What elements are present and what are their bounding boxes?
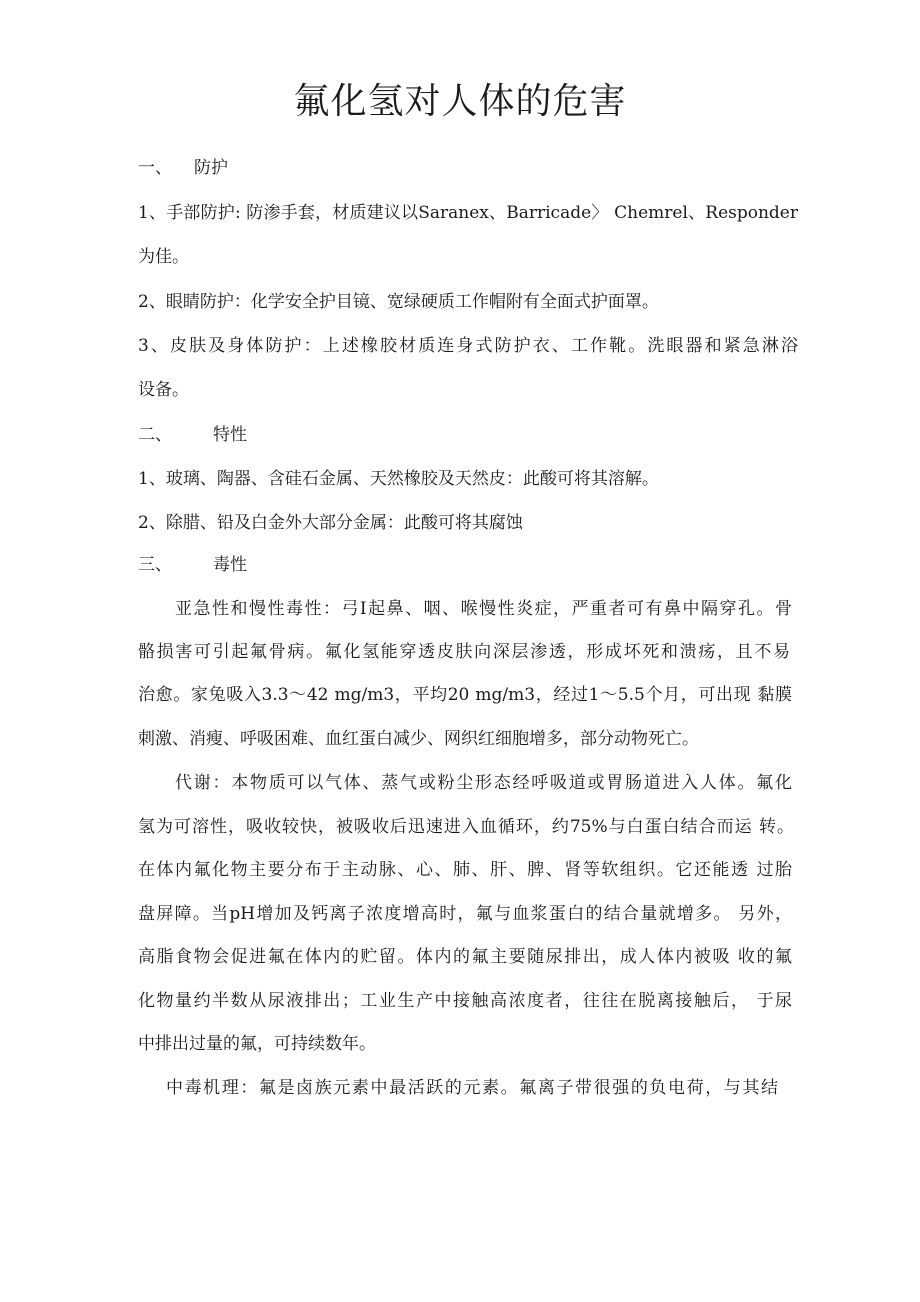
hand-protection-line-2: 为佳。 bbox=[138, 247, 189, 267]
toxicity-paragraph-line: 治愈。家兔吸入3.3〜42 mg/m3，平均20 mg/m3，经过1〜5.5个月，可出现 黏膜 bbox=[138, 685, 792, 705]
property-glass-line: 1、玻璃、陶器、含硅石金属、天然橡胶及天然皮：此酸可将其溶解。 bbox=[138, 469, 659, 489]
section-label: 毒性 bbox=[213, 555, 247, 575]
mechanism-paragraph-line: 中毒机理：氟是卤族元素中最活跃的元素。氟离子带很强的负电荷，与其结 bbox=[166, 1078, 778, 1098]
toxicity-paragraph-line: 亚急性和慢性毒性：弓I起鼻、咽、喉慢性炎症，严重者可有鼻中隔穿孔。骨 bbox=[175, 599, 792, 619]
metabolism-paragraph-line: 在体内氟化物主要分布于主动脉、心、肺、肝、脾、肾等软组织。它还能透 过胎 bbox=[138, 860, 792, 880]
skin-protection-line-1: 3、皮肤及身体防护：上述橡胶材质连身式防护衣、工作靴。洗眼器和紧急淋浴 bbox=[138, 336, 798, 356]
section-number: 二、 bbox=[138, 425, 172, 445]
metabolism-paragraph-line: 高脂食物会促进氟在体内的贮留。体内的氟主要随尿排出，成人体内被吸 收的氟 bbox=[138, 947, 792, 967]
metabolism-paragraph-line: 代谢：本物质可以气体、蒸气或粉尘形态经呼吸道或胃肠道进入人体。氟化 bbox=[175, 773, 792, 793]
property-metal-line: 2、除腊、铅及白金外大部分金属：此酸可将其腐蚀 bbox=[138, 513, 523, 533]
metabolism-paragraph-line: 盘屏障。当pH增加及钙离子浓度增高时，氟与血浆蛋白的结合量就增多。 另外， bbox=[138, 904, 792, 924]
section-label: 特性 bbox=[213, 425, 247, 445]
toxicity-paragraph-line: 骼损害可引起氟骨病。氟化氢能穿透皮肤向深层渗透，形成坏死和溃疡，且不易 bbox=[138, 642, 790, 662]
section-heading-toxicity bbox=[138, 553, 798, 577]
section-heading-protection bbox=[138, 156, 798, 180]
metabolism-paragraph-line: 中排出过量的氟，可持续数年。 bbox=[138, 1034, 376, 1054]
hand-protection-line-1: 1、手部防护: 防渗手套，材质建议以Saranex、Barricade〉 Chemrel、Responder bbox=[138, 203, 798, 223]
section-heading-properties bbox=[138, 423, 798, 447]
metabolism-paragraph-line: 氢为可溶性，吸收较快，被吸收后迅速进入血循环，约75%与白蛋白结合而运 转。 bbox=[138, 817, 794, 837]
eye-protection-line: 2、眼睛防护：化学安全护目镜、宽绿硬质工作帽附有全面式护面罩。 bbox=[138, 292, 659, 312]
page-title: 氟化氢对人体的危害 bbox=[293, 81, 627, 122]
section-label: 防护 bbox=[194, 158, 228, 178]
skin-protection-line-2: 设备。 bbox=[138, 380, 189, 400]
section-number: 三、 bbox=[138, 555, 172, 575]
toxicity-paragraph-line: 刺激、消瘦、呼吸困难、血红蛋白减少、网织红细胞增多，部分动物死亡。 bbox=[138, 729, 699, 749]
section-number: 一、 bbox=[138, 158, 172, 178]
metabolism-paragraph-line: 化物量约半数从尿液排出；工业生产中接触高浓度者，往往在脱离接触后， 于尿 bbox=[138, 991, 792, 1011]
